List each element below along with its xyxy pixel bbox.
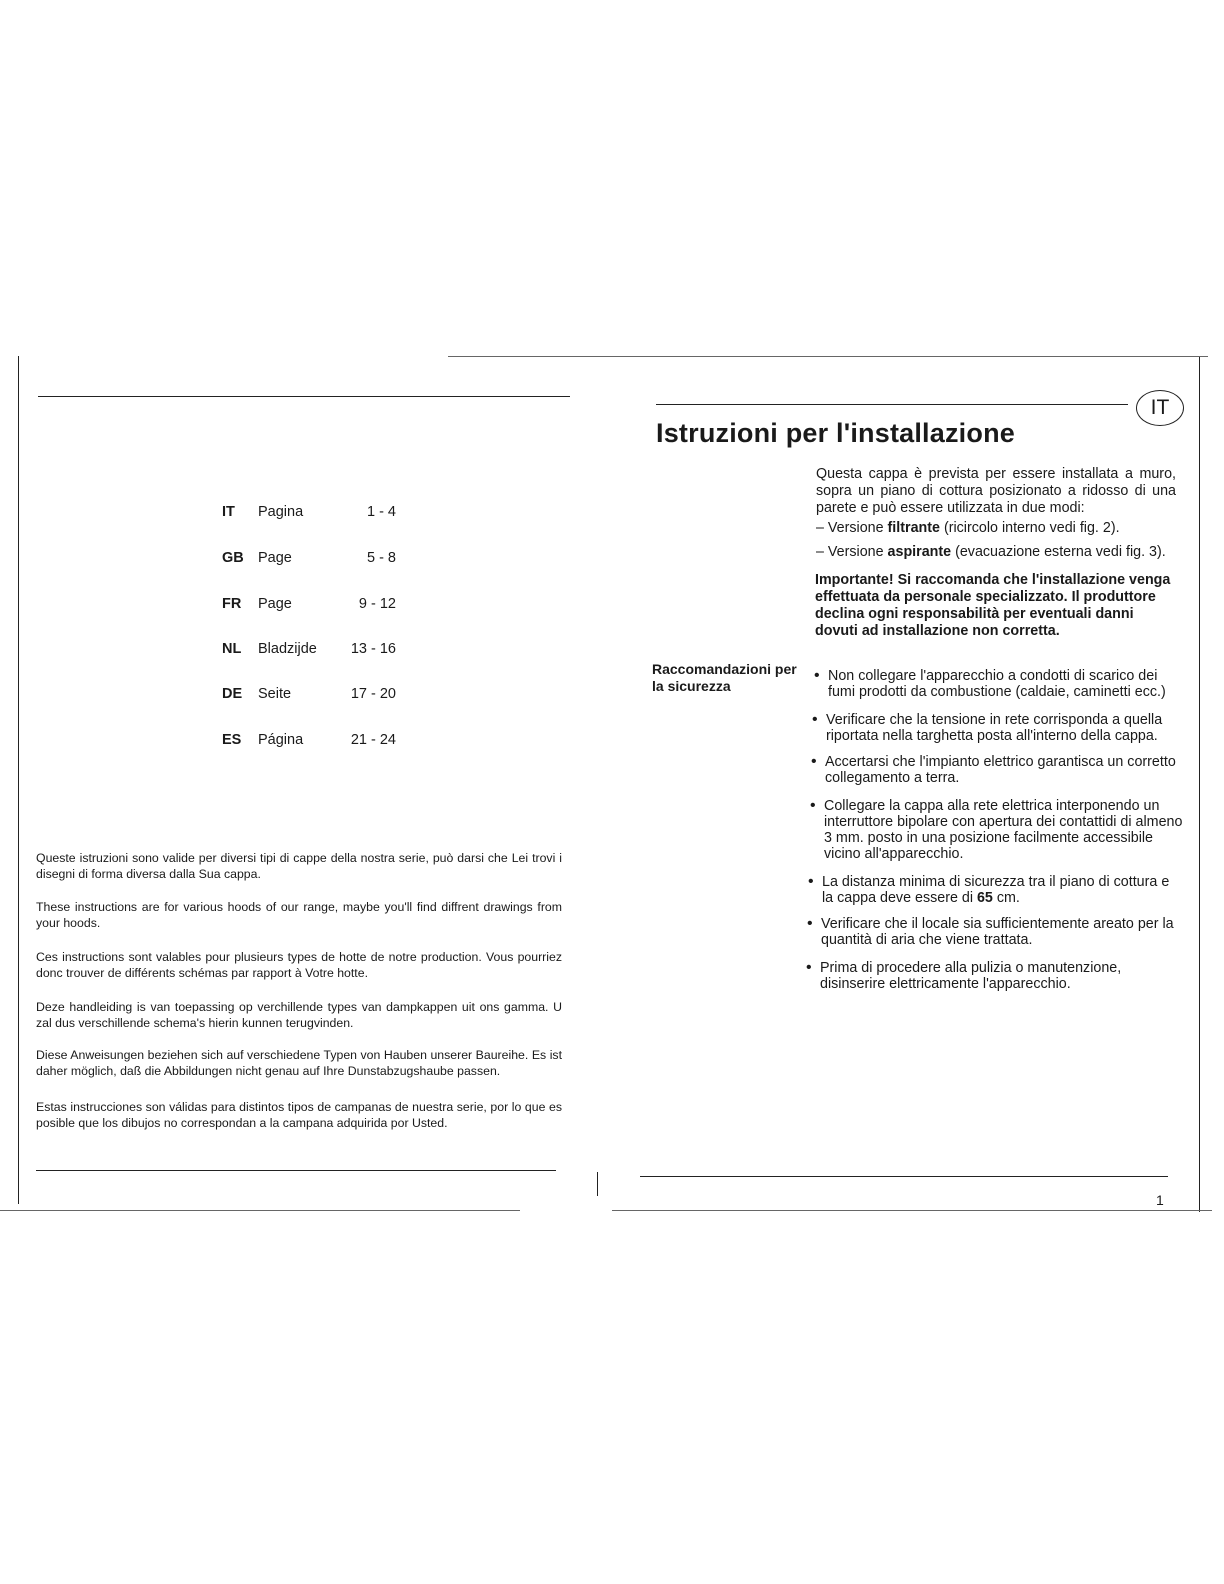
note-fr: Ces instructions sont valables pour plusieurs types de hotte de notre production. Vous pourriez donc trouver de différents schémas par rapport à Votre hotte. bbox=[36, 950, 562, 980]
safety-heading: Raccomandazioni per la sicurezza bbox=[652, 661, 797, 694]
index-word: Página bbox=[258, 732, 304, 748]
index-range: 13 - 16 bbox=[350, 641, 396, 657]
safety-text: Verificare che il locale sia sufficientemente areato per la quantità di aria che viene trattata. bbox=[821, 916, 1174, 948]
index-range: 21 - 24 bbox=[350, 732, 396, 748]
safety-text: Verificare che la tensione in rete corrisponda a quella riportata nella targhetta posta all'interno della cappa. bbox=[826, 712, 1163, 744]
top-scan-edge bbox=[448, 356, 1208, 357]
index-range: 9 - 12 bbox=[358, 596, 396, 612]
note-nl: Deze handleiding is van toepassing op verchillende types van dampkappen uit ons gamma. U zal dus verschillende schema's hierin kunnen terugvinden. bbox=[36, 1000, 562, 1030]
index-code: DE bbox=[222, 686, 243, 702]
left-page-edge bbox=[18, 356, 19, 1204]
center-fold-mark bbox=[597, 1172, 598, 1196]
index-word: Bladzijde bbox=[258, 641, 317, 657]
safety-text: Prima di procedere alla pulizia o manutenzione, disinserire elettricamente l'apparecchio. bbox=[820, 960, 1122, 992]
note-de: Diese Anweisungen beziehen sich auf verschiedene Typen von Hauben unserer Baureihe. Es ist daher möglich, daß die Abbildungen nicht genau auf Ihre Dunstabzugshaube passen. bbox=[36, 1048, 562, 1078]
right-bottom-rule bbox=[640, 1176, 1168, 1177]
safety-text: La distanza minima di sicurezza tra il piano di cottura e la cappa deve essere di bbox=[822, 874, 1170, 906]
bullet-icon: • bbox=[814, 667, 820, 684]
safety-distance-value: 65 bbox=[976, 890, 993, 906]
safety-text: Non collegare l'apparecchio a condotti di scarico dei fumi prodotti da combustione (caldaie, caminetti ecc.) bbox=[828, 668, 1166, 700]
version-name: aspirante bbox=[887, 544, 952, 560]
bullet-icon: • bbox=[811, 753, 817, 770]
safety-item bbox=[808, 873, 1182, 906]
safety-item bbox=[806, 959, 1180, 992]
index-code: FR bbox=[222, 596, 242, 612]
right-page-edge bbox=[1199, 356, 1200, 1212]
safety-distance-unit: cm. bbox=[992, 890, 1020, 906]
index-range: 17 - 20 bbox=[350, 686, 396, 702]
language-badge: IT bbox=[1136, 390, 1184, 426]
right-top-rule bbox=[656, 404, 1128, 405]
safety-item bbox=[814, 667, 1188, 700]
bottom-scan-edge-left bbox=[0, 1210, 520, 1211]
page-title: Istruzioni per l'installazione bbox=[656, 418, 1015, 448]
safety-text: Accertarsi che l'impianto elettrico garantisca un corretto collegamento a terra. bbox=[825, 754, 1176, 786]
index-code: GB bbox=[222, 550, 244, 566]
version-prefix: – Versione bbox=[816, 520, 888, 536]
safety-item bbox=[810, 797, 1184, 862]
safety-item bbox=[807, 915, 1181, 948]
bottom-scan-edge-right bbox=[612, 1210, 1212, 1211]
version-detail: (ricircolo interno vedi fig. 2). bbox=[939, 520, 1120, 536]
note-it: Queste istruzioni sono valide per diversi tipi di cappe della nostra serie, può darsi che Lei trovi i disegni di forma diversa dalla Sua cappa. bbox=[36, 851, 562, 881]
bullet-icon: • bbox=[806, 959, 812, 976]
bullet-icon: • bbox=[812, 711, 818, 728]
safety-item bbox=[811, 753, 1185, 786]
index-word: Pagina bbox=[258, 504, 304, 520]
safety-text: Collegare la cappa alla rete elettrica interponendo un interruttore bipolare con apertura dei contattidi di almeno 3 mm. posto in una posizione facilmente accessibile vicino all'apparecchio. bbox=[824, 798, 1183, 862]
safety-item bbox=[812, 711, 1186, 744]
version-detail: (evacuazione esterna vedi fig. 3). bbox=[951, 544, 1166, 560]
index-word: Page bbox=[258, 550, 292, 566]
index-range: 1 - 4 bbox=[366, 504, 396, 520]
index-range: 5 - 8 bbox=[366, 550, 396, 566]
version-aspirante bbox=[816, 544, 1166, 560]
bullet-icon: • bbox=[808, 873, 814, 890]
version-prefix: – Versione bbox=[816, 544, 888, 560]
note-es: Estas instrucciones son válidas para distintos tipos de campanas de nuestra serie, por lo que es posible que los dibujos no correspondan a la campana adquirida por Usted. bbox=[36, 1100, 562, 1130]
index-code: IT bbox=[222, 504, 235, 520]
left-top-rule bbox=[38, 396, 570, 397]
index-word: Seite bbox=[258, 686, 292, 702]
index-word: Page bbox=[258, 596, 292, 612]
bullet-icon: • bbox=[807, 915, 813, 932]
intro-paragraph: Questa cappa è prevista per essere installata a muro, sopra un piano di cottura posizionato a ridosso di una parete e può essere utilizzata in due modi: bbox=[816, 466, 1176, 516]
index-code: NL bbox=[222, 641, 242, 657]
version-filtrante bbox=[816, 520, 1120, 536]
index-code: ES bbox=[222, 732, 242, 748]
note-gb: These instructions are for various hoods of our range, maybe you'll find diffrent drawings from your hoods. bbox=[36, 900, 562, 930]
bullet-icon: • bbox=[810, 797, 816, 814]
page-number: 1 bbox=[1156, 1192, 1164, 1208]
version-name: filtrante bbox=[887, 520, 940, 536]
left-bottom-rule bbox=[36, 1170, 556, 1171]
important-notice: Importante! Si raccomanda che l'installazione venga effettuata da personale specializzato. Il produttore declina ogni responsabilità per eventuali danni dovuti ad installazione non corretta. bbox=[815, 572, 1171, 639]
